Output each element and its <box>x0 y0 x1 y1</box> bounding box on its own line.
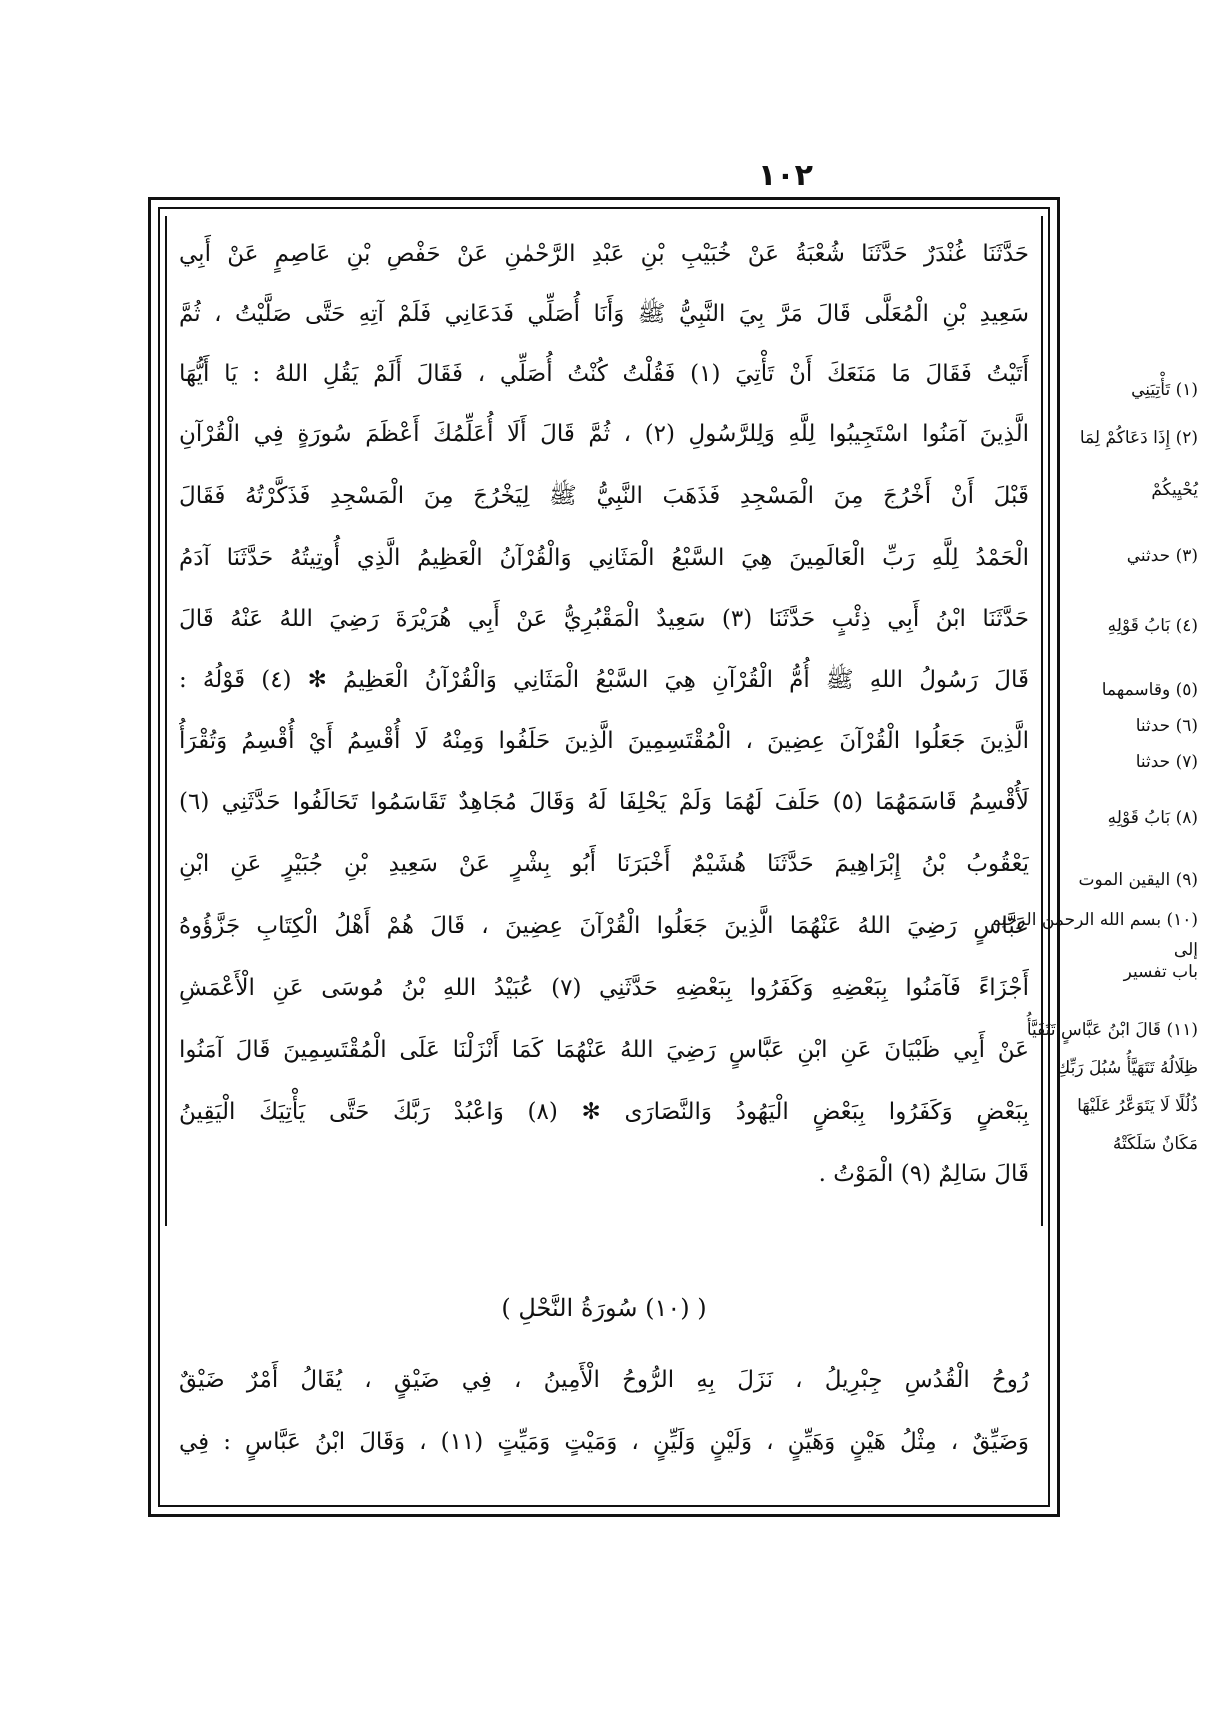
text-line-7: حَدَّثَنَا ابْنُ أَبِي ذِئْبٍ حَدَّثَنَا (٣) سَعِيدٌ الْمَقْبُرِيُّ عَنْ أَبِي هُرَيْرَةَ رَضِيَ اللهُ عَنْهُ قَالَ <box>179 606 1029 632</box>
text-line-18: وَضَيِّقٌ ، مِثْلُ هَيْنٍ وَهَيِّنٍ ، وَلَيْنٍ وَلَيِّنٍ ، وَمَيْتٍ وَمَيِّتٍ (١١) ، وَقَالَ ابْنُ عَبَّاسٍ : فِي <box>179 1429 1029 1455</box>
margin-note-9: (٩) اليقين الموت <box>1078 870 1198 890</box>
margin-note-7: (٧) حدثنا <box>1135 752 1198 772</box>
margin-note-10c: باب تفسير <box>1123 962 1198 982</box>
margin-note-3: (٣) حدثني <box>1126 546 1198 566</box>
text-line-10: لَأُقْسِمُ قَاسَمَهُمَا (٥) حَلَفَ لَهُمَا وَلَمْ يَحْلِفَا لَهُ وَقَالَ مُجَاهِدٌ تَقَاسَمُوا تَحَالَفُوا حَدَّثَنِي (٦) <box>179 789 1029 815</box>
text-line-6: الْحَمْدُ لِلَّهِ رَبِّ الْعَالَمِينَ هِيَ السَّبْعُ الْمَثَانِي وَالْقُرْآنُ الْعَظِيمُ الَّذِي أُوتِيتُهُ حَدَّثَنَا آدَمُ <box>179 545 1029 571</box>
surah-title: ( (١٠) سُورَةُ النَّحْلِ ) <box>501 1294 707 1322</box>
text-line-14: عَنْ أَبِي ظَبْيَانَ عَنِ ابْنِ عَبَّاسٍ رَضِيَ اللهُ عَنْهُمَا كَمَا أَنْزَلْنَا عَلَى الْمُقْتَسِمِينَ قَالَ آمَنُوا <box>179 1037 1029 1063</box>
text-line-8: قَالَ رَسُولُ اللهِ ﷺ أُمُّ الْقُرْآنِ هِيَ السَّبْعُ الْمَثَانِي وَالْقُرْآنُ الْعَظِيمُ ✻ (٤) قَوْلُهُ : <box>179 667 1029 693</box>
margin-note-11b: ظِلَالُهُ تَتَهَيَّأُ سُبُلَ رَبِّكِ <box>1056 1058 1198 1078</box>
margin-note-11: (١١) قَالَ ابْنُ عَبَّاسٍ تَتَفَيَّأُ <box>1026 1020 1198 1040</box>
text-line-5: قَبْلَ أَنْ أَخْرُجَ مِنَ الْمَسْجِدِ فَذَهَبَ النَّبِيُّ ﷺ لِيَخْرُجَ مِنَ الْمَسْجِدِ فَذَكَّرْتُهُ فَقَالَ <box>179 483 1029 509</box>
text-line-9: الَّذِينَ جَعَلُوا الْقُرْآنَ عِضِينَ ، الْمُقْتَسِمِينَ الَّذِينَ حَلَفُوا وَمِنْهُ لَا أُقْسِمُ أَيْ أُقْسِمُ وَتُقْرَأُ <box>179 728 1029 754</box>
margin-note-2: (٢) إِذَا دَعَاكُمْ لِمَا <box>1079 428 1198 448</box>
text-line-2: سَعِيدِ بْنِ الْمُعَلَّى قَالَ مَرَّ بِيَ النَّبِيُّ ﷺ وَأَنَا أُصَلِّي فَدَعَانِي فَلَمْ آتِهِ حَتَّى صَلَّيْتُ ، ثُمَّ <box>179 301 1029 327</box>
text-line-11: يَعْقُوبُ بْنُ إِبْرَاهِيمَ حَدَّثَنَا هُشَيْمٌ أَخْبَرَنَا أَبُو بِشْرٍ عَنْ سَعِيدِ بْنِ جُبَيْرٍ عَنِ ابْنِ <box>179 851 1029 877</box>
margin-note-6: (٦) حدثنا <box>1135 716 1198 736</box>
margin-note-4: (٤) بَابُ قَوْلِهِ <box>1107 616 1198 636</box>
margin-note-8: (٨) بَابُ قَوْلِهِ <box>1107 808 1198 828</box>
text-line-1: حَدَّثَنَا غُنْدَرٌ حَدَّثَنَا شُعْبَةُ عَنْ خُبَيْبِ بْنِ عَبْدِ الرَّحْمٰنِ عَنْ حَفْصِ بْنِ عَاصِمٍ عَنْ أَبِي <box>179 241 1029 267</box>
text-line-4: الَّذِينَ آمَنُوا اسْتَجِيبُوا لِلَّهِ وَلِلرَّسُولِ (٢) ، ثُمَّ قَالَ أَلَا أُعَلِّمُكَ أَعْظَمَ سُورَةٍ فِي الْقُرْآنِ <box>179 421 1029 447</box>
margin-note-11c: ذُلُلًا لَا يَتَوَعَّرُ عَلَيْهَا <box>1077 1096 1198 1116</box>
margin-note-5: (٥) وقاسمهما <box>1101 680 1198 700</box>
text-line-15: بِبَعْضٍ وَكَفَرُوا بِبَعْضٍ الْيَهُودُ وَالنَّصَارَى ✻ (٨) وَاعْبُدْ رَبَّكَ حَتَّى يَأْتِيَكَ الْيَقِينُ <box>179 1099 1029 1125</box>
text-line-13: أَجْزَاءً فَآمَنُوا بِبَعْضِهِ وَكَفَرُوا بِبَعْضِهِ حَدَّثَنِي (٧) عُبَيْدُ اللهِ بْنُ مُوسَى عَنِ الْأَعْمَشِ <box>179 975 1029 1001</box>
margin-note-2b: يُحْيِيكُمْ <box>1151 480 1198 500</box>
margin-note-1: (١) تَأْتِيَنِي <box>1131 380 1198 400</box>
page-number: ١٠٢ <box>758 158 813 193</box>
text-line-17: رُوحُ الْقُدُسِ جِبْرِيلُ ، نَزَلَ بِهِ الرُّوحُ الْأَمِينُ ، فِي ضَيْقٍ ، يُقَالُ أَمْرٌ ضَيْقٌ <box>179 1367 1029 1393</box>
margin-note-10b: إلى <box>1173 940 1198 960</box>
text-line-3: أَتَيْتُ فَقَالَ مَا مَنَعَكَ أَنْ تَأْتِيَ (١) فَقُلْتُ كُنْتُ أُصَلِّي ، فَقَالَ أَلَمْ يَقُلِ اللهُ : يَا أَيُّهَا <box>179 361 1029 387</box>
text-line-12: عَبَّاسٍ رَضِيَ اللهُ عَنْهُمَا الَّذِينَ جَعَلُوا الْقُرْآنَ عِضِينَ ، قَالَ هُمْ أَهْلُ الْكِتَابِ جَزَّؤُوهُ <box>179 913 1029 939</box>
margin-note-11d: مَكَانٌ سَلَكَتْهُ <box>1112 1134 1198 1154</box>
text-line-16: قَالَ سَالِمٌ (٩) الْمَوْتُ . <box>818 1161 1029 1187</box>
margin-note-10: (١٠) بسم الله الرحمن الرحيم <box>990 910 1198 930</box>
